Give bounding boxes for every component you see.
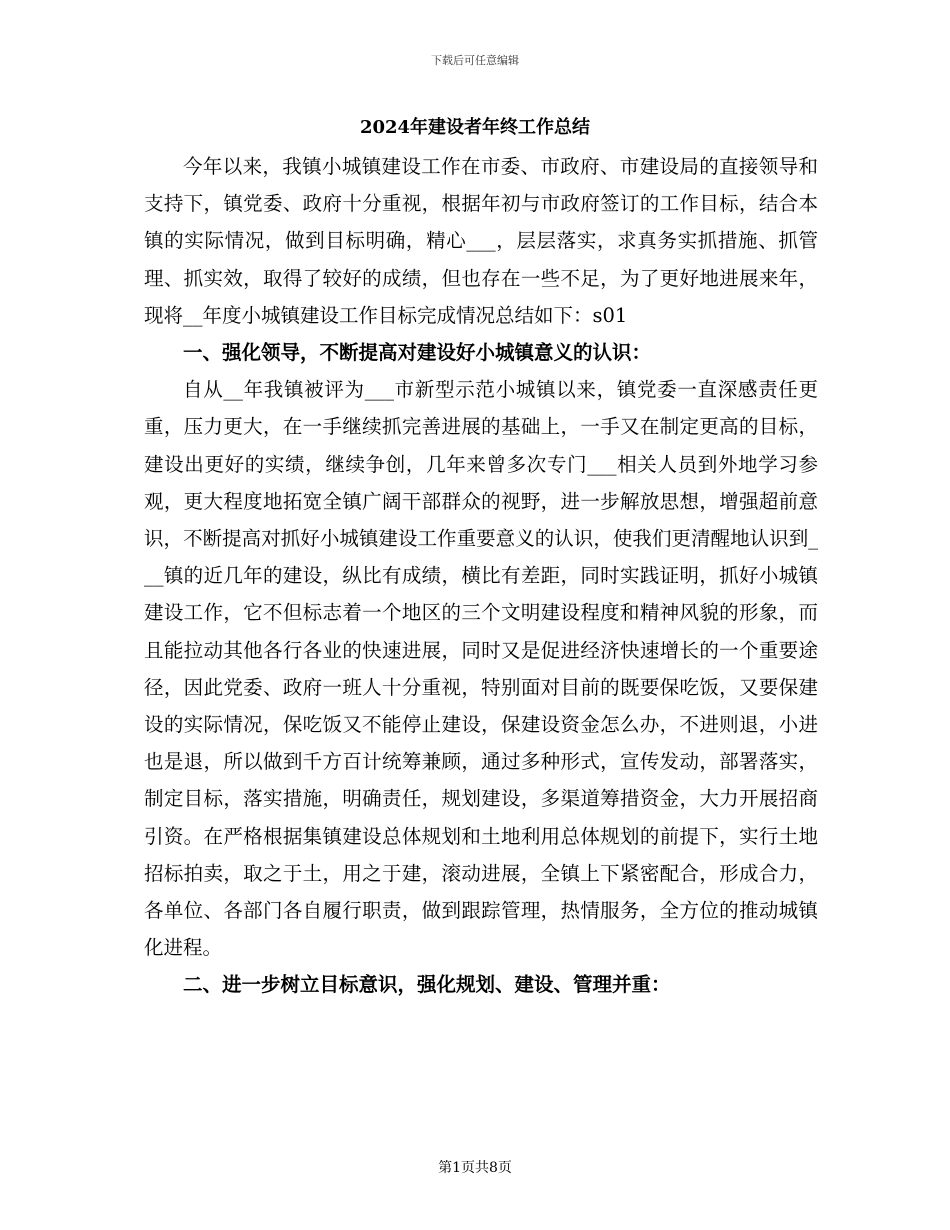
section-heading-2: 二、进一步树立目标意识，强化规划、建设、管理并重： [183,973,671,997]
document-body [144,148,818,1004]
section-heading-1: 一、强化领导，不断提高对建设好小城镇意义的认识： [183,341,652,365]
header-note: 下载后可任意编辑 [431,54,519,67]
paragraph-intro: 今年以来，我镇小城镇建设工作在市委、市政府、市建设局的直接领导和支持下，镇党委、政府十分重视，根据年初与市政府签订的工作目标，结合本镇的实际情况，做到目标明确，精心___，层层落实，求真务实抓措施、抓管理、抓实效，取得了较好的成绩，但也存在一些不足，为了更好地进展来年，现将__年度小城镇建设工作目标完成情况总结如下：s01 [144,155,818,327]
page-number-footer: 第1页共8页 [438,1160,512,1176]
paragraph-section-1: 自从__年我镇被评为___市新型示范小城镇以来，镇党委一直深感责任更重，压力更大，在一手继续抓完善进展的基础上，一手又在制定更高的目标，建设出更好的实绩，继续争创，几年来曾多次专门___相关人员到外地学习参观，更大程度地拓宽全镇广阔干部群众的视野，进一步解放思想，增强超前意识，不断提高对抓好小城镇建设工作重要意义的认识，使我们更清醒地认识到___镇的近几年的建设，纵比有成绩，横比有差距，同时实践证明，抓好小城镇建设工作，它不但标志着一个地区的三个文明建设程度和精神风貌的形象，而且能拉动其他各行各业的快速进展，同时又是促进经济快速增长的一个重要途径，因此党委、政府一班人十分重视，特别面对目前的既要保吃饭，又要保建设的实际情况，保吃饭又不能停止建设，保建设资金怎么办，不进则退，小进也是退，所以做到千方百计统筹兼顾，通过多种形式，宣传发动，部署落实，制定目标，落实措施，明确责任，规划建设，多渠道筹措资金，大力开展招商引资。在严格根据集镇建设总体规划和土地利用总体规划的前提下，实行土地招标拍卖，取之于土，用之于建，滚动进展，全镇上下紧密配合，形成合力，各单位、各部门各自履行职责，做到跟踪管理，热情服务，全方位的推动城镇化进程。 [144,378,818,960]
document-title: 2024年建设者年终工作总结 [359,117,591,138]
